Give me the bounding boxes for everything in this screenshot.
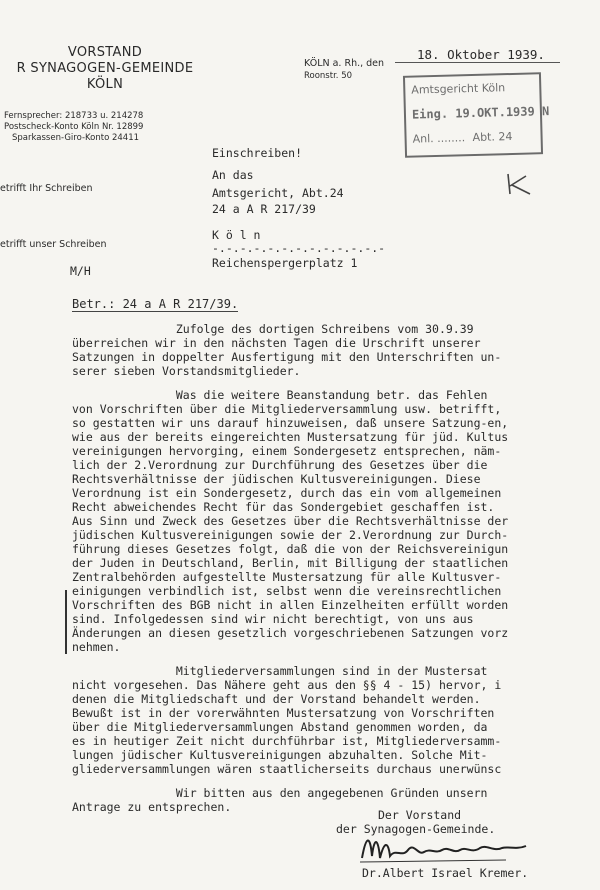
giro-account: Sparkassen-Giro-Konto 24411 — [12, 133, 140, 143]
body-line: Mitgliederversammlungen sind in der Mustersat — [72, 664, 488, 678]
body-line: serer sieben Vorstandsmitglieder. — [72, 364, 301, 378]
registered-mail-label: Einschreiben! — [212, 146, 303, 160]
org-name-line1: VORSTAND — [67, 45, 143, 60]
body-line: gliederversammlungen wären staatlicherseits durchaus unerwünsc — [72, 762, 502, 776]
initials: M/H — [70, 264, 91, 278]
body-line: führung dieses Gesetzes folgt, daß die von der Reichsvereinigun — [72, 542, 509, 556]
stamp-attachments: Anl. ........ — [412, 131, 466, 146]
body-line: Bewußt ist in der vorerwähnten Mustersatzung von Vorschriften — [72, 706, 495, 720]
phone-number: Fernsprecher: 218733 u. 214278 — [4, 111, 144, 121]
received-stamp — [403, 72, 550, 158]
body-line: nehmen. — [72, 640, 121, 654]
body-line: der Juden in Deutschland, Berlin, mit Billigung der staatlichen — [72, 556, 509, 570]
postcheck-account: Postscheck-Konto Köln Nr. 12899 — [4, 122, 144, 132]
body-line: Satzungen in doppelter Ausfertigung mit den Unterschriften un- — [72, 350, 502, 364]
body-line: Was die weitere Beanstandung betr. das Fehlen — [72, 388, 488, 402]
body-line: vereinigungen hervorging, einem Sondergesetz entsprechen, näm- — [72, 444, 502, 458]
ref-our-letter: etrifft unser Schreiben — [0, 239, 107, 250]
body-line: Recht abweichendes Recht für das Sondergebiet geschaffen ist. — [72, 500, 495, 514]
body-line: denen die Mitgliedschaft und der Vorstand behandelt werden. — [72, 692, 481, 706]
body-line: Zufolge des dortigen Schreibens vom 30.9.39 — [72, 322, 474, 336]
closing-community: der Synagogen-Gemeinde. — [336, 822, 496, 836]
body-line: jüdischen Kultusvereinigungen sowie der 2.Verordnung zur Durch- — [72, 528, 509, 542]
body-line: lungen jüdischer Kultusvereinigungen abzuhalten. Solche Mit- — [72, 748, 488, 762]
address-city: K ö l n — [212, 228, 261, 242]
street-address: Roonstr. 50 — [304, 71, 353, 81]
address-separator: -.-.-.-.-.-.-.-.-.-.-.-.- — [212, 241, 386, 255]
org-name-line3: KÖLN — [86, 77, 124, 92]
date-underline — [395, 62, 560, 63]
handwritten-mark-icon — [500, 170, 540, 200]
body-line: lich der 2.Verordnung zur Durchführung des Gesetzes über die — [72, 458, 488, 472]
body-line: Antrage zu entsprechen. — [72, 800, 232, 814]
body-line: wie aus der bereits eingereichten Mustersatzung für jüd. Kultus — [72, 430, 509, 444]
subject-line: Betr.: 24 a A R 217/39. — [72, 297, 239, 311]
stamp-department: Abt. 24 — [472, 129, 513, 145]
handwritten-signature — [356, 828, 536, 868]
body-line: einigungen verbindlich ist, selbst wenn die vereinsrechtlichen — [72, 584, 502, 598]
signer-name: Dr.Albert Israel Kremer. — [362, 866, 529, 880]
body-line: Zentralbehörden aufgestellte Mustersatzung für alle Kultusver- — [72, 570, 502, 584]
body-line: von Vorschriften über die Mitgliederversammlung usw. betrifft, — [72, 402, 502, 416]
closing-board: Der Vorstand — [378, 808, 462, 822]
body-line: Verordnung ist ein Sondergesetz, durch das ein vom allgemeinen — [72, 486, 502, 500]
place-label: KÖLN a. Rh., den — [304, 58, 385, 69]
margin-pencil-mark — [65, 590, 67, 654]
address-street: Reichenspergerplatz 1 — [212, 256, 358, 270]
body-line: so gestatten wir uns darauf hinzuweisen, daß unsere Satzung-en, — [72, 416, 509, 430]
body-line: es in heutiger Zeit nicht durchführbar ist, Mitgliederversamm- — [72, 734, 502, 748]
address-case-number: 24 a A R 217/39 — [212, 202, 316, 216]
address-line-to: An das — [212, 168, 254, 182]
body-line: Änderungen an diesen gesetzlich vorgeschriebenen Satzungen vorz — [72, 626, 509, 640]
body-line: über die Mitgliederversammlungen Abstand genommen worden, da — [72, 720, 488, 734]
stamp-date: Eing. 19.OKT.1939 N — [411, 104, 550, 122]
address-court: Amtsgericht, Abt.24 — [212, 186, 344, 200]
org-name-line2: R SYNAGOGEN-GEMEINDE — [16, 61, 194, 76]
body-line: Rechtsverhältnisse der jüdischen Kultusvereinigungen. Diese — [72, 472, 481, 486]
ref-their-letter: etrifft Ihr Schreiben — [0, 183, 93, 194]
body-line: Vorschriften des BGB nicht in allen Einzelheiten erfüllt worden — [72, 598, 509, 612]
stamp-court: Amtsgericht Köln — [411, 81, 506, 97]
body-line: nicht vorgesehen. Das Nähere geht aus den §§ 4 - 15) hervor, i — [72, 678, 502, 692]
body-line: Aus Sinn und Zweck des Gesetzes über die Rechtsverhältnisse der — [72, 514, 509, 528]
body-line: Wir bitten aus den angegebenen Gründen unsern — [72, 786, 488, 800]
body-line: sind. Infolgedessen sind wir nicht berechtigt, von uns aus — [72, 612, 474, 626]
body-line: überreichen wir in den nächsten Tagen die Urschrift unserer — [72, 336, 481, 350]
letter-date: 18. Oktober 1939. — [417, 47, 545, 62]
